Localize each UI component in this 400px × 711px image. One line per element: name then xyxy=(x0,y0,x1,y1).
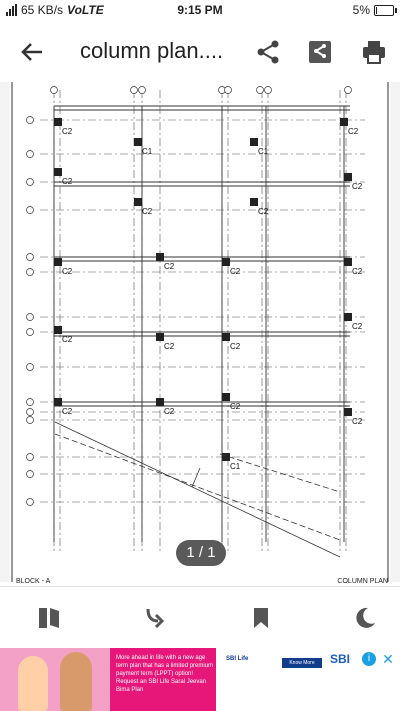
grid-bubble xyxy=(265,87,272,94)
column-block xyxy=(54,258,62,266)
column-label: C2 xyxy=(62,127,73,136)
column-block xyxy=(344,173,352,181)
grid-bubble xyxy=(27,117,34,124)
grid-bubble xyxy=(257,87,264,94)
column-label: C2 xyxy=(142,207,153,216)
column-block xyxy=(54,118,62,126)
pdf-viewer[interactable] xyxy=(0,82,400,582)
column-block xyxy=(222,393,230,401)
document-title: column plan.... xyxy=(80,38,224,63)
column-block xyxy=(156,398,164,406)
column-label: C2 xyxy=(164,262,175,271)
column-label: C2 xyxy=(62,177,73,186)
column-block xyxy=(222,333,230,341)
column-label: C2 xyxy=(62,407,73,416)
info-icon[interactable]: i xyxy=(362,652,376,666)
status-right xyxy=(353,3,394,17)
column-label: C2 xyxy=(352,182,363,191)
column-block xyxy=(54,326,62,334)
grid-bubble xyxy=(27,207,34,214)
grid-bubble xyxy=(51,87,58,94)
column-block xyxy=(250,138,258,146)
grid-bubble xyxy=(225,87,232,94)
column-label: C1 xyxy=(258,147,269,156)
grid-bubble xyxy=(27,454,34,461)
ad-photo xyxy=(0,648,110,711)
sidebar-icon[interactable] xyxy=(36,605,62,631)
pdf-page[interactable] xyxy=(10,82,390,582)
column-label: C2 xyxy=(164,407,175,416)
column-block xyxy=(340,118,348,126)
share-icon[interactable] xyxy=(254,38,282,66)
column-block xyxy=(344,258,352,266)
column-label: C2 xyxy=(230,342,241,351)
redo-arrow-icon[interactable] xyxy=(142,605,168,631)
grid-bubble xyxy=(27,151,34,158)
grid-bubble xyxy=(27,179,34,186)
grid-bubble xyxy=(139,87,146,94)
grid-bubble xyxy=(27,409,34,416)
app-toolbar xyxy=(0,22,400,82)
column-block xyxy=(344,313,352,321)
column-block xyxy=(250,198,258,206)
column-plan-drawing xyxy=(10,82,390,582)
page-indicator: 1 / 1 xyxy=(176,540,226,566)
grid-bubble xyxy=(27,417,34,424)
status-bar xyxy=(0,0,400,22)
column-label: C2 xyxy=(352,417,363,426)
column-block xyxy=(134,138,142,146)
close-icon[interactable]: ✕ xyxy=(382,651,394,667)
column-label: C2 xyxy=(348,127,359,136)
ad-headline xyxy=(116,654,214,694)
column-label: C2 xyxy=(62,267,73,276)
grid-bubble xyxy=(27,499,34,506)
column-block xyxy=(156,333,164,341)
column-label: C1 xyxy=(230,462,241,471)
column-label: C2 xyxy=(62,335,73,344)
ad-headline-text: More ahead in life with a new age term plan that has a limited premium payment term (LPPT) option! xyxy=(116,655,214,677)
grid-bubble xyxy=(27,329,34,336)
column-label: C2 xyxy=(352,322,363,331)
grid-bubble xyxy=(27,399,34,406)
grid-bubble xyxy=(27,314,34,321)
print-icon[interactable] xyxy=(360,38,388,66)
column-block xyxy=(156,253,164,261)
column-label: C2 xyxy=(230,402,241,411)
bottom-bar xyxy=(0,586,400,647)
ad-logo: SBI xyxy=(330,652,351,666)
column-block xyxy=(134,198,142,206)
plan-label: COLUMN PLAN xyxy=(337,578,388,585)
bookmark-icon[interactable] xyxy=(248,605,274,631)
battery-icon xyxy=(374,5,394,16)
grid-bubble xyxy=(27,364,34,371)
column-block xyxy=(344,408,352,416)
column-block xyxy=(54,398,62,406)
advertisement-banner[interactable] xyxy=(0,648,400,711)
column-label: C2 xyxy=(164,342,175,351)
pdf-share-icon[interactable] xyxy=(306,38,334,66)
ad-person-woman xyxy=(18,656,48,711)
grid-bubble xyxy=(345,87,352,94)
column-block xyxy=(222,258,230,266)
column-label: C2 xyxy=(230,267,241,276)
ad-cta-button[interactable]: Know More xyxy=(282,658,322,668)
grid-bubble xyxy=(131,87,138,94)
data-speed: 65 KB/s xyxy=(21,3,64,17)
grid-bubble xyxy=(27,269,34,276)
column-label: C2 xyxy=(258,207,269,216)
column-block xyxy=(54,168,62,176)
block-label: BLOCK - A xyxy=(16,578,51,585)
ad-brand: SBI Life xyxy=(226,656,249,662)
battery-percent: 5% xyxy=(352,3,370,17)
grid-bubble xyxy=(27,254,34,261)
ad-subtext: Request an SBI Life Saral Jeevan Bima Plan xyxy=(116,679,207,693)
column-label: C2 xyxy=(352,267,363,276)
network-type: VoLTE xyxy=(67,3,104,17)
ad-person-man xyxy=(60,652,92,711)
back-arrow-icon[interactable] xyxy=(18,38,46,66)
night-mode-icon[interactable] xyxy=(352,605,378,631)
grid-bubble xyxy=(27,471,34,478)
column-label: C1 xyxy=(142,147,153,156)
clock: 9:15 PM xyxy=(177,3,223,17)
